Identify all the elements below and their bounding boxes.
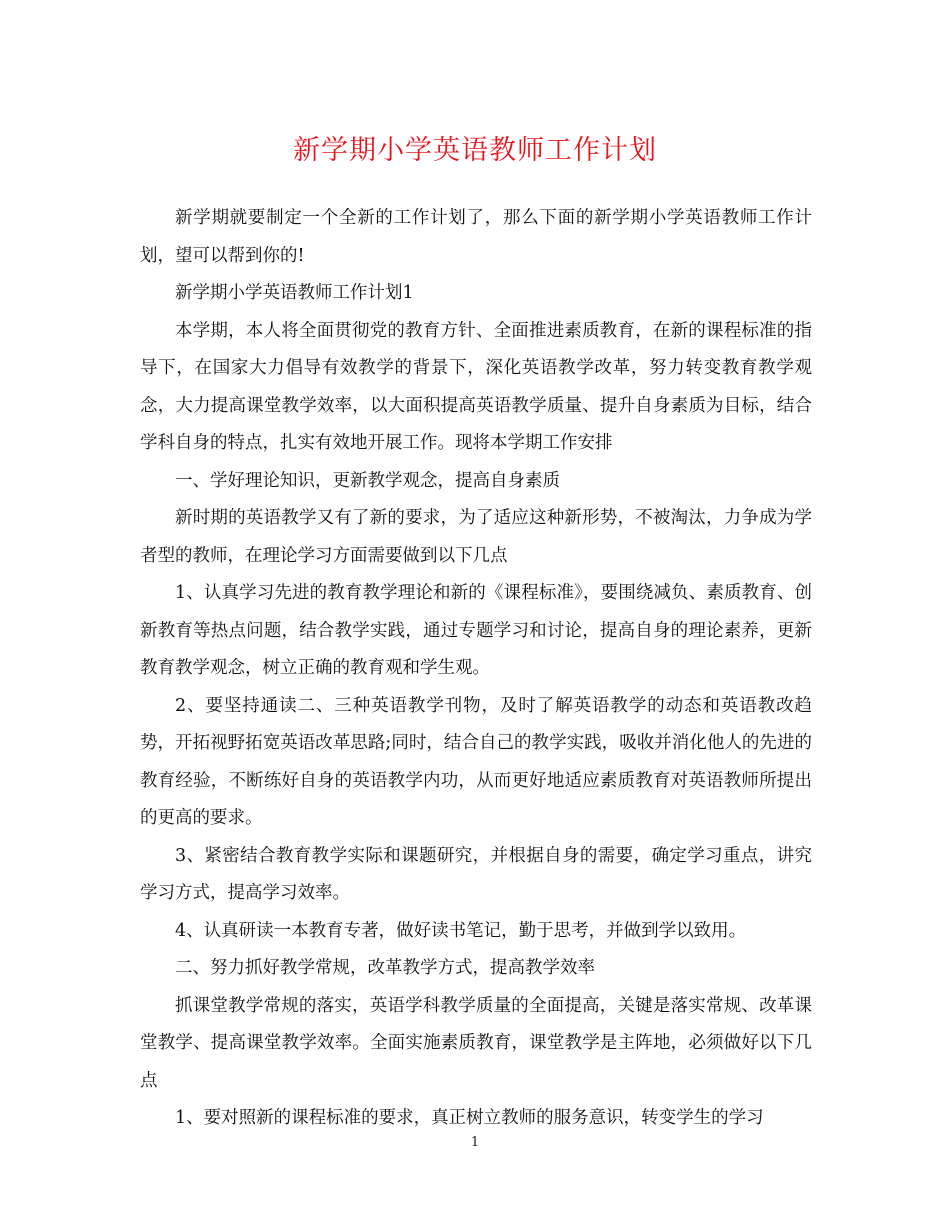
paragraph-intro: 新学期就要制定一个全新的工作计划了，那么下面的新学期小学英语教师工作计划，望可以帮到你的!: [140, 208, 812, 266]
document-body: [140, 200, 812, 1138]
document-title: 新学期小学英语教师工作计划: [293, 135, 657, 166]
section-heading-2: 二、努力抓好教学常规，改革教学方式，提高教学效率: [175, 958, 595, 978]
paragraph-classroom: 抓课堂教学常规的落实，英语学科教学质量的全面提高，关键是落实常规、改革课堂教学、提高课堂教学效率。全面实施素质教育，课堂教学是主阵地，必须做好以下几点: [140, 995, 812, 1091]
list-item-2: 2、要坚持通读二、三种英语教学刊物，及时了解英语教学的动态和英语教改趋势，开拓视野拓宽英语改革思路;同时，结合自己的教学实践，吸收并消化他人的先进的教育经验，不断练好自身的英语教学内功，从而更好地适应素质教育对英语教师所提出的更高的要求。: [140, 695, 812, 828]
list-item-5: 1、要对照新的课程标准的要求，真正树立教师的服务意识，转变学生的学习: [175, 1108, 764, 1128]
list-item-4: 4、认真研读一本教育专著，做好读书笔记，勤于思考，并做到学以致用。: [175, 920, 747, 941]
list-item-1: 1、认真学习先进的教育教学理论和新的《课程标准》，要围绕减负、素质教育、创新教育等热点问题，结合教学实践，通过专题学习和讨论，提高自身的理论素养，更新教育教学观念，树立正确的教育观和学生观。: [140, 583, 812, 678]
paragraph-theory-intro: 新时期的英语教学又有了新的要求，为了适应这种新形势，不被淘汰，力争成为学者型的教师，在理论学习方面需要做到以下几点: [140, 508, 812, 566]
page-number: 1: [470, 1135, 480, 1150]
list-item-3: 3、紧密结合教育教学实际和课题研究，并根据自身的需要，确定学习重点，讲究学习方式，提高学习效率。: [140, 845, 812, 903]
paragraph-plan-heading: 新学期小学英语教师工作计划1: [175, 283, 414, 303]
section-heading-1: 一、学好理论知识，更新教学观念，提高自身素质: [175, 470, 560, 491]
paragraph-overview: 本学期，本人将全面贯彻党的教育方针、全面推进素质教育，在新的课程标准的指导下，在国家大力倡导有效教学的背景下，深化英语教学改革，努力转变教育教学观念，大力提高课堂教学效率，以大面积提高英语教学质量、提升自身素质为目标，结合学科自身的特点，扎实有效地开展工作。现将本学期工作安排: [140, 320, 812, 453]
